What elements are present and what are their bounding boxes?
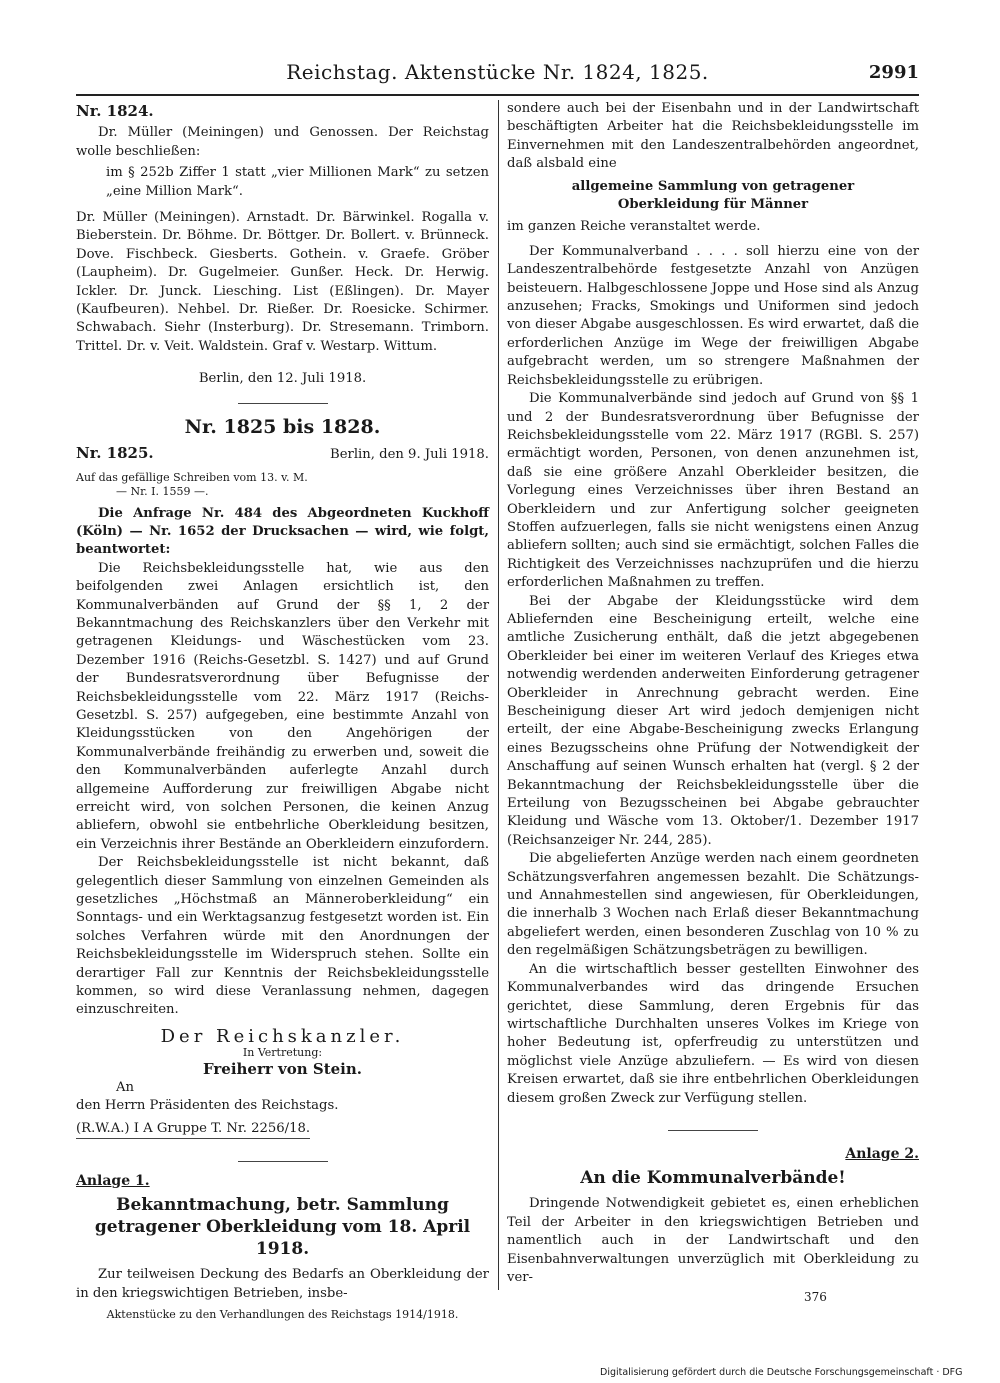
nr-1825-row <box>76 442 489 466</box>
anlage-1-title: Bekanntmachung, betr. Sammlung getragener Oberkleidung vom 18. April 1918. <box>94 1195 471 1260</box>
section-divider-2 <box>238 1161 328 1162</box>
page-header <box>76 58 919 96</box>
column-divider <box>498 100 499 1290</box>
anlage-2-label: Anlage 2. <box>845 1145 919 1162</box>
anlage-2-title: An die Kommunalverbände! <box>580 1168 846 1189</box>
nr-1825-heading: Nr. 1825. <box>76 444 154 463</box>
left-column <box>76 100 489 1325</box>
collection-heading: allgemeine Sammlung von getragener Oberkleidung für Männer <box>571 178 855 213</box>
signature-title: Der Reichskanzler. <box>160 1025 405 1047</box>
reply-paragraph-2: Der Reichsbekleidungsstelle ist nicht bekannt, daß gelegentlich dieser Sammlung von einzelnen Gemeinden als gesetzliches „Höchstmaß an Männeroberkleidung“ ein Sonntags- und ein Werktagsanzug festgesetzt worden ist. Ein solches Verfahren würde mit den Anordnungen der Reichsbekleidungsstelle im Widerspruch stehen. Sollte ein derartiger Fall zur Kenntnis der Reichsbekleidungsstelle kommen, so wird diese Veranlassung nehmen, dagegen einzuschreiten. <box>76 855 489 1018</box>
signer-name: Freiherr von Stein. <box>203 1060 362 1079</box>
section-divider-3 <box>668 1130 758 1131</box>
right-paragraph-2: Der Kommunalverband . . . . soll hierzu eine von der Landeszentralbehörde festgesetzte Anzahl von Anzügen beisteuern. Halbgeschlossene Joppe und Hose sind als Anzug anzusehen; Fracks, Smokings und Uniformen sind jedoch von dieser Abgabe ausgeschlossen. Es wird erwartet, daß die erforderlichen Anzüge im Wege der freiwilligen Abgabe aufgebracht werden, um so strengere Maßnahmen der Reichsbekleidungsstelle zu erübrigen. <box>507 243 919 388</box>
section-divider <box>238 403 328 404</box>
reference-line-1: Auf das gefällige Schreiben vom 13. v. M. <box>76 470 308 484</box>
anlage-1-label: Anlage 1. <box>76 1172 150 1189</box>
file-reference: (R.W.A.) I A Gruppe T. Nr. 2256/18. <box>76 1120 310 1139</box>
right-paragraph-4: Bei der Abgabe der Kleidungsstücke wird dem Abliefernden eine Bescheinigung erteilt, welche eine amtliche Zusicherung enthält, daß die jetzt abgegebenen Oberkleider bei einer im weiteren Verlauf des Krieges etwa notwendig werdenden anderweiten Einforderung getragener Oberkleider in Anrechnung gebracht werden. Eine Bescheinigung dieser Art wird jedoch demjenigen nicht erteilt, der eine Abgabe-Bescheinigung zwecks Erlangung eines Bezugsscheins ohne Prüfung der Notwendigkeit der Anschaffung auf seinen Wunsch erhalten hat (vergl. § 2 der Bekanntmachung der Reichsbekleidungsstelle über die Erteilung von Bezugsscheinen bei Abgabe gebrauchter Kleidung und Wäsche vom 13. Oktober/1. Dezember 1917 (Reichsanzeiger Nr. 244, 285). <box>507 593 919 848</box>
right-column <box>507 100 919 1287</box>
right-paragraph-5: Die abgelieferten Anzüge werden nach einem geordneten Schätzungsverfahren angemessen bezahlt. Die Schätzungs- und Annahmestellen sind angewiesen, für Oberkleidungen, die innerhalb 3 Wochen nach Erlaß dieser Bekanntmachung abgeliefert werden, einen besonderen Zuschlag von 10 % zu den regelmäßigen Schätzungsbeträgen zu bewilligen. <box>507 851 919 959</box>
signatories: Dr. Müller (Meiningen). Arnstadt. Dr. Bärwinkel. Rogalla v. Bieberstein. Dr. Böhme. Dr. Böttger. Dr. Bollert. v. Brünneck. Dove. Fischbeck. Giesberts. Gothein. v. Graefe. Gröber (Laupheim). Dr. Gugelmeier. Gunßer. Heck. Dr. Herwig. Ickler. Dr. Junck. Liesching. List (Eßlingen). Dr. Mayer (Kaufbeuren). Nehbel. Dr. Rießer. Dr. Roesicke. Schirmer. Schwabach. Siehr (Insterburg). Dr. Stresemann. Trimborn. Trittel. Dr. v. Veit. Waldstein. Graf v. Westarp. Wittum. <box>76 210 489 354</box>
bottom-page-number: 376 <box>804 1290 827 1304</box>
nr-1824-heading: Nr. 1824. <box>76 102 154 120</box>
in-vertretung: In Vertretung: <box>242 1046 323 1060</box>
dfg-note: Digitalisierung gefördert durch die Deutsche Forschungsgemeinschaft · DFG <box>600 1367 963 1378</box>
footer-note: Aktenstücke zu den Verhandlungen des Reichstags 1914/1918. <box>106 1308 459 1322</box>
reply-paragraph-1: Die Reichsbekleidungsstelle hat, wie aus den beifolgenden zwei Anlagen ersichtlich ist, den Kommunalverbänden auf Grund der §§ 1, 2 der Bekanntmachung des Reichskanzlers über den Verkehr mit getragenen Kleidungs- und Wäschestücken vom 23. Dezember 1916 (Reichs-Gesetzbl. S. 1427) und auf Grund der Bundesratsverordnung über Befugnisse der Reichsbekleidungsstelle vom 22. März 1917 (Reichs-Gesetzbl. S. 257) aufgegeben, eine bestimmte Anzahl von Kleidungsstücken von den Angehörigen der Kommunalverbände freihändig zu erwerben und, soweit die den Kommunalverbänden auferlegte Anzahl durch allgemeine Aufforderung zur freiwilligen Abgabe nicht erreicht wird, von solchen Personen, die keinen Anzug abliefern, obwohl sie entbehrliche Oberkleidung besitzen, ein Verzeichnis ihrer Bestände an Oberkleidern einzufordern. <box>76 560 490 852</box>
date-line-1: Berlin, den 12. Juli 1918. <box>198 371 367 387</box>
anfrage-text: Die Anfrage Nr. 484 des Abgeordneten Kuckhoff (Köln) — Nr. 1652 der Drucksachen — wird, wie folgt, beantwortet: <box>76 505 489 558</box>
address-an: An <box>116 1079 135 1095</box>
paragraph-after-heading: im ganzen Reiche veranstaltet werde. <box>507 219 761 235</box>
proposal-detail: im § 252b Ziffer 1 statt „vier Millionen Mark“ zu setzen „eine Million Mark“. <box>106 165 489 199</box>
continued-paragraph: sondere auch bei der Eisenbahn und in der Landwirtschaft beschäftigten Arbeiter hat die Reichsbekleidungsstelle im Einvernehmen mit den Landeszentralbehörden angeordnet, daß alsbald eine <box>507 101 919 172</box>
reference-line-2: — Nr. I. 1559 —. <box>116 484 209 498</box>
right-paragraph-3: Die Kommunalverbände sind jedoch auf Grund von §§ 1 und 2 der Bundesratsverordnung über Befugnisse der Reichsbekleidungsstelle vom 22. März 1917 (RGBl. S. 257) ermächtigt worden, Personen, von denen anzunehmen ist, daß sie eine größere Anzahl Oberkleider besitzen, die Vorlegung eines Verzeichnisses über ihren Bestand an Oberkleidern und zur Anfertigung solcher geeigneten Stoffen aufzuerlegen, falls sie nicht wenigstens einen Anzug abliefern sollten; auch sind sie ermächtigt, solchen Falles die Richtigkeit des Verzeichnisses nachzuprüfen und die hierzu erforderlichen Maßnahmen zu treffen. <box>507 391 919 591</box>
nr-range-heading: Nr. 1825 bis 1828. <box>184 415 381 438</box>
header-page-number: 2991 <box>868 62 919 83</box>
anlage-1-text: Zur teilweisen Deckung des Bedarfs an Oberkleidung der in den kriegswichtigen Betrieben, insbe- <box>76 1267 489 1301</box>
proposal-text: Dr. Müller (Meiningen) und Genossen. Der Reichstag wolle beschließen: <box>76 125 489 159</box>
address-recipient: den Herrn Präsidenten des Reichstags. <box>76 1098 339 1114</box>
anlage-2-text: Dringende Notwendigkeit gebietet es, einen erheblichen Teil der Arbeiter in den kriegswichtigen Betrieben und namentlich auch in der Landwirtschaft und den Eisenbahnverwaltungen unverzüglich mit Oberkleidung zu ver- <box>507 1196 919 1285</box>
right-paragraph-6: An die wirtschaftlich besser gestellten Einwohner des Kommunalverbandes wird das dringende Ersuchen gerichtet, diese Sammlung, deren Ergebnis für das wirtschaftliche Durchhalten unseres Volkes im Kriege von hoher Bedeutung ist, opferfreudig zu unterstützen und möglichst viele Anzüge abzuliefern. — Es wird von diesen Kreisen erwartet, daß sie ihre entbehrlichen Oberkleidungen diesem großen Zweck zur Verfügung stellen. <box>507 961 919 1106</box>
date-line-2: Berlin, den 9. Juli 1918. <box>330 447 489 463</box>
header-title: Reichstag. Aktenstücke Nr. 1824, 1825. <box>286 60 709 84</box>
